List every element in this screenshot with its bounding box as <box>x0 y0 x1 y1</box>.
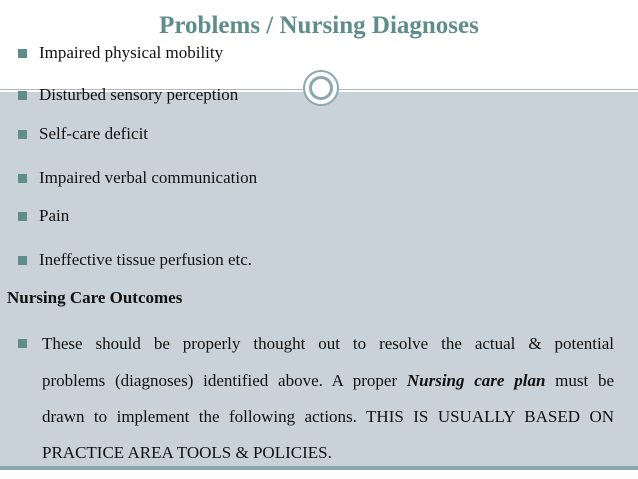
paragraph-line-2 <box>42 370 614 392</box>
list-item-label: Ineffective tissue perfusion etc. <box>39 250 253 269</box>
list-item-label: Disturbed sensory perception <box>39 85 239 104</box>
bottom-accent-strip <box>0 466 638 470</box>
list-item <box>18 167 257 189</box>
page-title: Problems / Nursing Diagnoses <box>159 12 479 39</box>
list-item <box>18 123 148 145</box>
list-item-label: Impaired verbal communication <box>39 168 258 187</box>
list-item-label: Self-care deficit <box>39 124 149 143</box>
ring-inner <box>309 76 333 100</box>
emphasis-text: Nursing care plan <box>406 371 546 390</box>
ring-ornament-icon <box>303 70 339 106</box>
list-item-label: Pain <box>39 206 70 225</box>
header-divider-right <box>338 89 638 90</box>
square-bullet-icon <box>18 256 27 265</box>
square-bullet-icon <box>18 339 27 348</box>
square-bullet-icon <box>18 91 27 100</box>
paragraph-line-4: PRACTICE AREA TOOLS & POLICIES. <box>42 443 332 462</box>
square-bullet-icon <box>18 49 27 58</box>
paragraph-line-3: drawn to implement the following actions. THIS IS USUALLY BASED ON <box>42 407 614 426</box>
list-item <box>18 42 223 64</box>
paragraph-text: problems (diagnoses) identified above. A proper <box>42 371 398 390</box>
list-item-label: Impaired physical mobility <box>39 43 224 62</box>
list-item <box>18 205 69 227</box>
square-bullet-icon <box>18 130 27 139</box>
section-heading: Nursing Care Outcomes <box>7 288 183 307</box>
paragraph-text: must be <box>555 371 615 390</box>
list-item <box>18 249 252 271</box>
square-bullet-icon <box>18 174 27 183</box>
square-bullet-icon <box>18 212 27 221</box>
list-item <box>18 84 238 106</box>
paragraph-line-1: These should be properly thought out to resolve the actual & potential <box>42 334 614 353</box>
